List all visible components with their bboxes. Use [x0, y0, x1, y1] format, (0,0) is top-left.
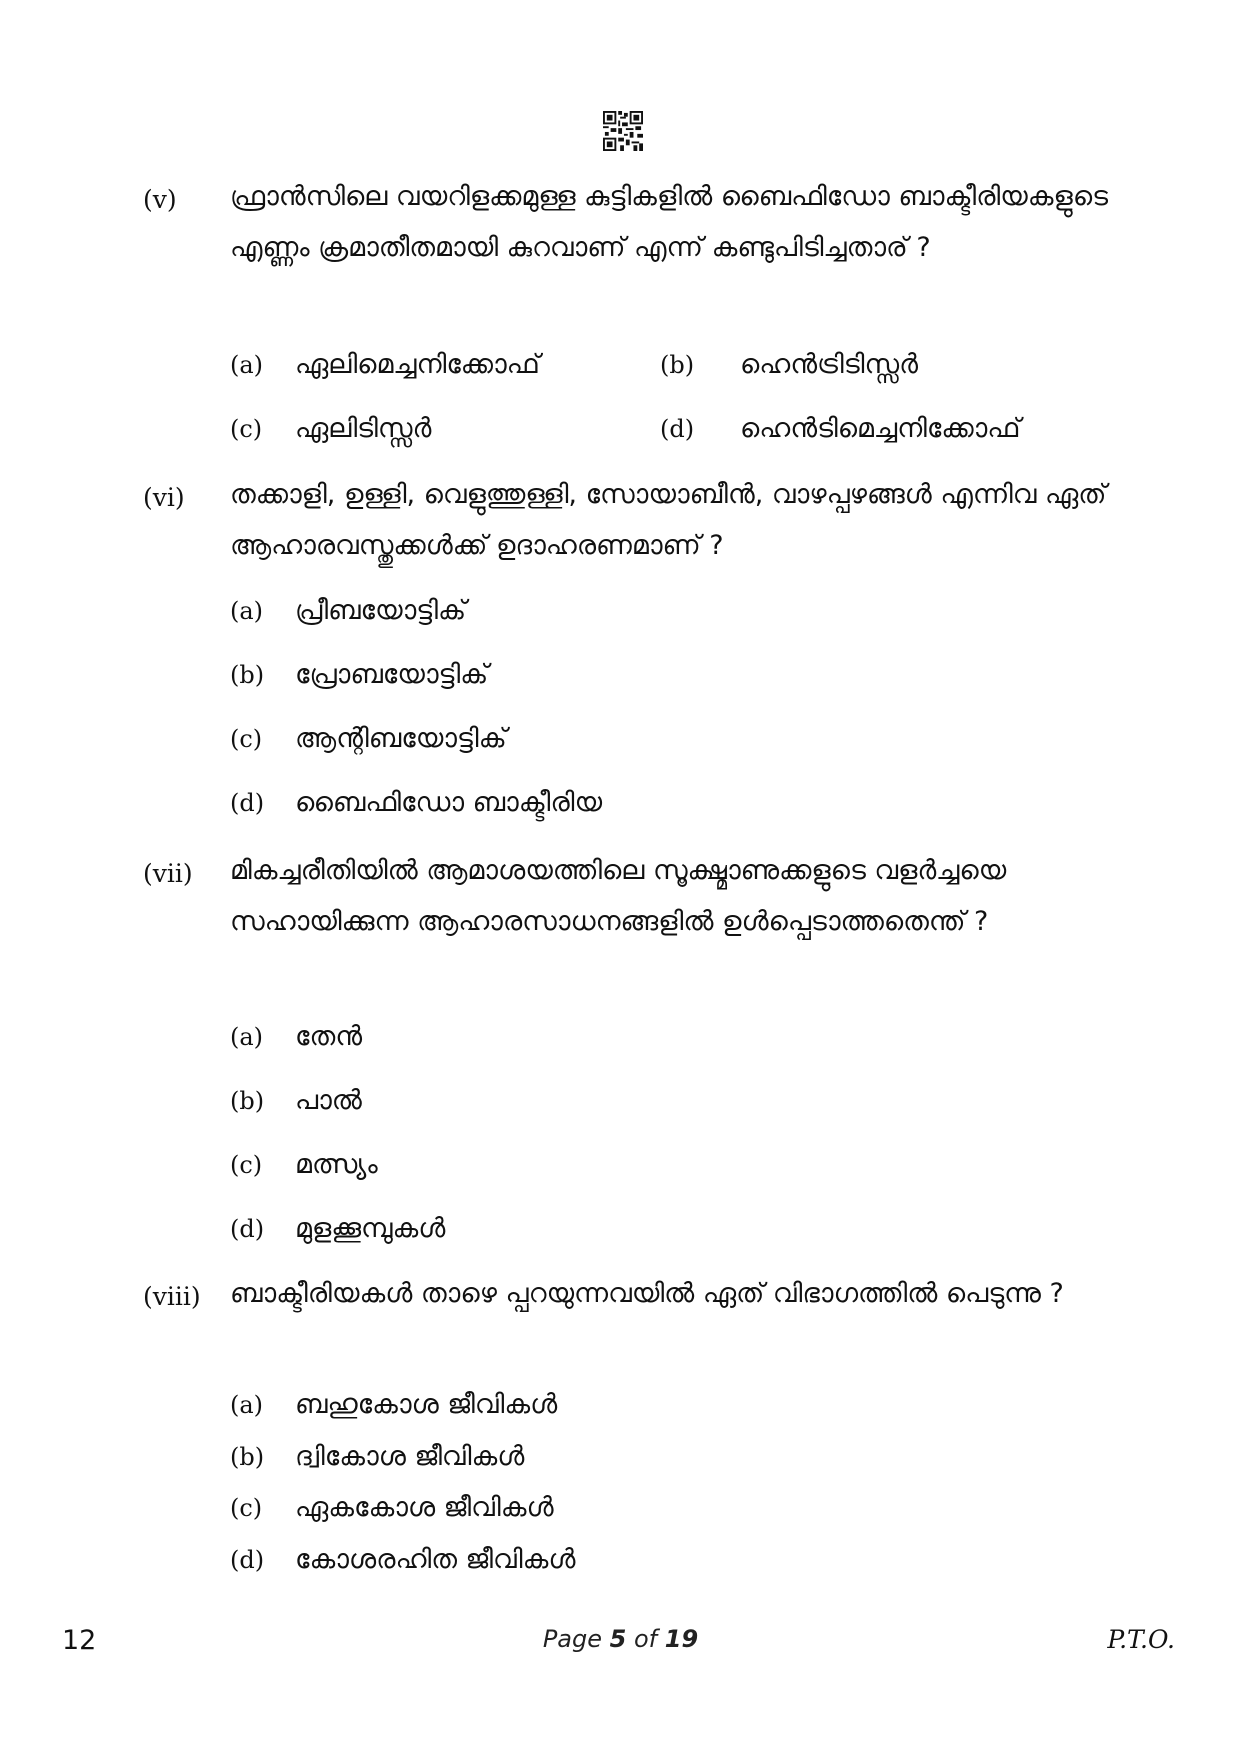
question-number: (v): [143, 185, 177, 214]
question-text: ബാക്ടീരിയകൾ താഴെ പ്പറയുന്നവയിൽ ഏത് വിഭാഗത്തിൽ പെടുന്നു ?: [230, 1278, 1064, 1309]
question-text: മികച്ചരീതിയിൽ ആമാശയത്തിലെ സൂക്ഷ്മാണുക്കളുടെ വളർച്ചയെ സഹായിക്കുന്ന ആഹാരസാധനങ്ങളിൽ ഉൾപ്പെടാത്തതെന്ത് ?: [230, 855, 1007, 937]
question-number: (vii): [143, 859, 193, 888]
question-text: ഫ്രാൻസിലെ വയറിളക്കമുള്ള കുട്ടികളിൽ ബൈഫിഡോ ബാക്ടീരിയകളുടെ എണ്ണം ക്രമാതീതമായി കുറവാണ് എന്ന് കണ്ടുപിടിച്ചതാര് ?: [230, 181, 1108, 263]
question-number: (viii): [143, 1282, 201, 1311]
qr-code: [603, 110, 643, 152]
question-number: (vi): [143, 483, 185, 512]
paper-code: 12: [62, 1625, 97, 1656]
pto-label: P.T.O.: [1107, 1625, 1175, 1654]
question-text: തക്കാളി, ഉള്ളി, വെളുത്തുള്ളി, സോയാബീൻ, വാഴപ്പഴങ്ങൾ എന്നിവ ഏത് ആഹാരവസ്തുക്കൾക്ക് ഉദാഹരണമാണ് ?: [230, 479, 1107, 561]
page-indicator: Page 5 of 19: [542, 1625, 699, 1653]
